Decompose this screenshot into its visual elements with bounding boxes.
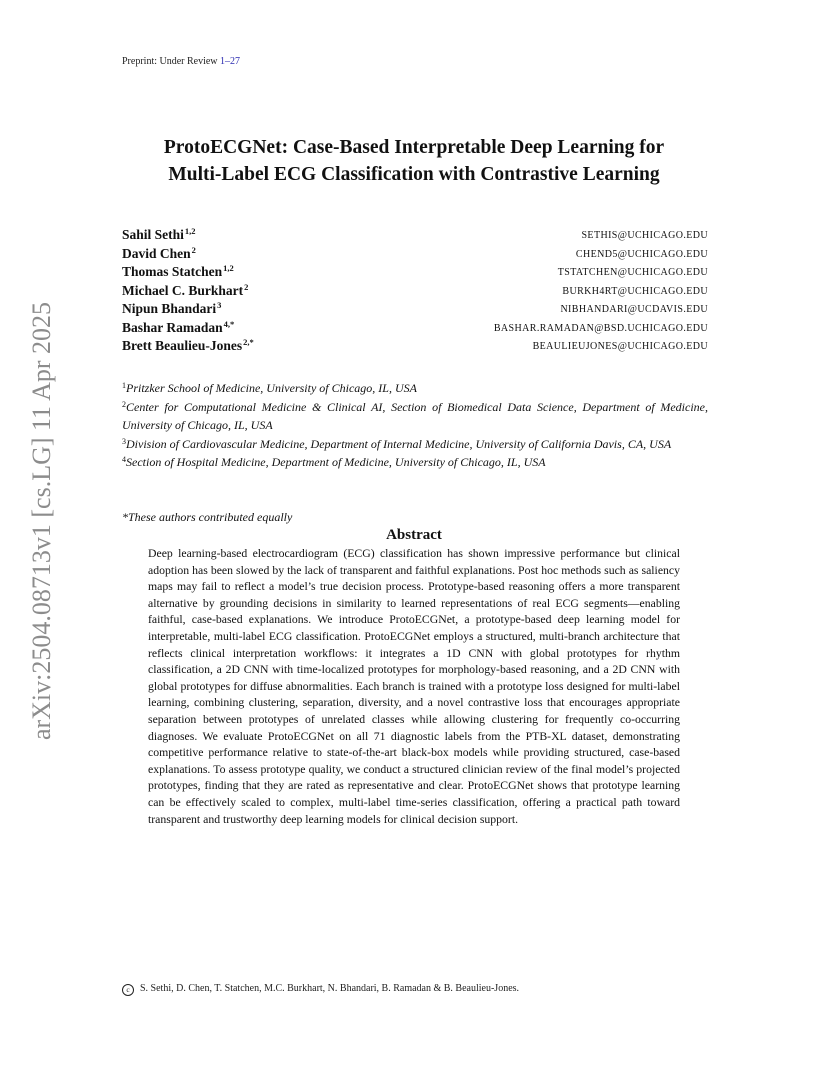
author-row [122,263,708,282]
author-name: Brett Beaulieu-Jones [122,338,243,353]
preprint-label: Preprint: Under Review [122,56,221,67]
affiliation-text: Section of Hospital Medicine, Department of Medicine, University of Chicago, IL, USA [126,455,546,469]
author-affil-marks: 1,2 [223,263,234,273]
author-affil-marks: 3 [217,300,222,310]
copyright-footer [122,983,519,996]
author-affil-marks: 2 [244,281,249,292]
author-email[interactable]: SETHIS@UCHICAGO.EDU [581,230,708,241]
title-line-1: ProtoECGNet: Case-Based Interpretable Deep Learning for [163,137,665,158]
author-email[interactable]: CHEND5@UCHICAGO.EDU [575,248,708,260]
paper-title [60,134,768,188]
author-affil-marks: 1,2 [184,226,196,236]
author-email[interactable]: NIBHANDARI@UCDAVIS.EDU [560,304,708,315]
author-row [122,282,708,301]
copyright-icon: c [122,984,134,996]
author-name: Bashar Ramadan [122,319,223,335]
affiliation [122,453,708,472]
affiliation-mark: 1 [122,381,126,390]
author-name: Thomas Statchen [122,264,223,279]
abstract-heading: Abstract [386,527,442,543]
running-header [122,56,240,67]
title-line-2: Multi-Label ECG Classification with Contrastive Learning [168,164,660,185]
author-row [122,319,708,338]
author-email[interactable]: TSTATCHEN@UCHICAGO.EDU [557,267,708,278]
author-affil-marks: 4,* [223,318,235,329]
arxiv-identifier[interactable]: arXiv:2504.08713v1 [cs.LG] 11 Apr 2025 [27,301,56,741]
affiliation-mark: 2 [122,399,126,409]
affiliation [122,435,708,454]
author-email[interactable]: BEAULIEUJONES@UCHICAGO.EDU [532,341,708,352]
footer-authors: S. Sethi, D. Chen, T. Statchen, M.C. Burkhart, N. Bhandari, B. Ramadan & B. Beaulieu-Jones. [140,983,520,994]
affiliation [122,379,708,398]
author-affil-marks: 2 [191,244,196,255]
affiliation [122,398,708,435]
author-row [122,226,708,245]
equal-contribution-note: *These authors contributed equally [122,510,293,524]
affiliation-list [122,379,708,472]
affiliation-text: Division of Cardiovascular Medicine, Department of Internal Medicine, University of California Davis, CA, USA [126,436,672,451]
author-name: David Chen [122,245,191,261]
author-name: Sahil Sethi [122,227,184,242]
author-affil-marks: 2,* [243,337,254,347]
author-row [122,300,708,319]
author-email[interactable]: BASHAR.RAMADAN@BSD.UCHICAGO.EDU [493,322,708,334]
author-email[interactable]: BURKH4RT@UCHICAGO.EDU [562,285,708,297]
affiliation-text: Pritzker School of Medicine, University of Chicago, IL, USA [126,381,417,395]
affiliation-mark: 4 [122,455,126,464]
affiliation-text: Center for Computational Medicine & Clinical AI, Section of Biomedical Data Science, Department of Medicine, University of Chicago, IL, USA [122,399,708,432]
author-row [122,337,708,356]
author-name: Michael C. Burkhart [122,282,244,298]
author-list [122,226,708,356]
affiliation-mark: 3 [122,436,126,446]
page-range-link[interactable]: 1–27 [220,56,241,67]
abstract-body: Deep learning-based electrocardiogram (ECG) classification has shown impressive performance but clinical adoption has been slowed by the lack of transparent and faithful explanations. Post hoc methods such as saliency maps may fail to reflect a model’s true decision process. Prototype-based reasoning offers a more transparent alternative by grounding decisions in similarity to learned representations of real ECG segments—enabling faithful, case-based explanations. We introduce ProtoECGNet, a prototype-based deep learning model for interpretable, multi-label ECG classification. ProtoECGNet employs a structured, multi-branch architecture that reflects clinical interpretation workflows: it integrates a 1D CNN with global prototypes for rhythm classification, a 2D CNN with time-localized prototypes for morphology-based reasoning, and a 2D CNN with global prototypes for diffuse abnormalities. Each branch is trained with a prototype loss designed for multi-label learning, combining clustering, separation, diversity, and a novel contrastive loss that encourages appropriate separation between prototypes of unrelated classes while allowing clustering for frequently co-occurring diagnoses. We evaluate ProtoECGNet on all 71 diagnostic labels from the PTB-XL dataset, demonstrating competitive performance relative to state-of-the-art black-box models while providing structured, case-based explanations. To assess prototype quality, we conduct a structured clinician review of the final model’s projected prototypes, finding that they are rated as representative and clear. ProtoECGNet shows that prototype learning can be effectively scaled to complex, multi-label time-series classification, offering a practical path toward transparent and trustworthy deep learning models for clinical decision support. [148,547,680,826]
author-row [122,245,708,264]
author-name: Nipun Bhandari [122,301,217,316]
